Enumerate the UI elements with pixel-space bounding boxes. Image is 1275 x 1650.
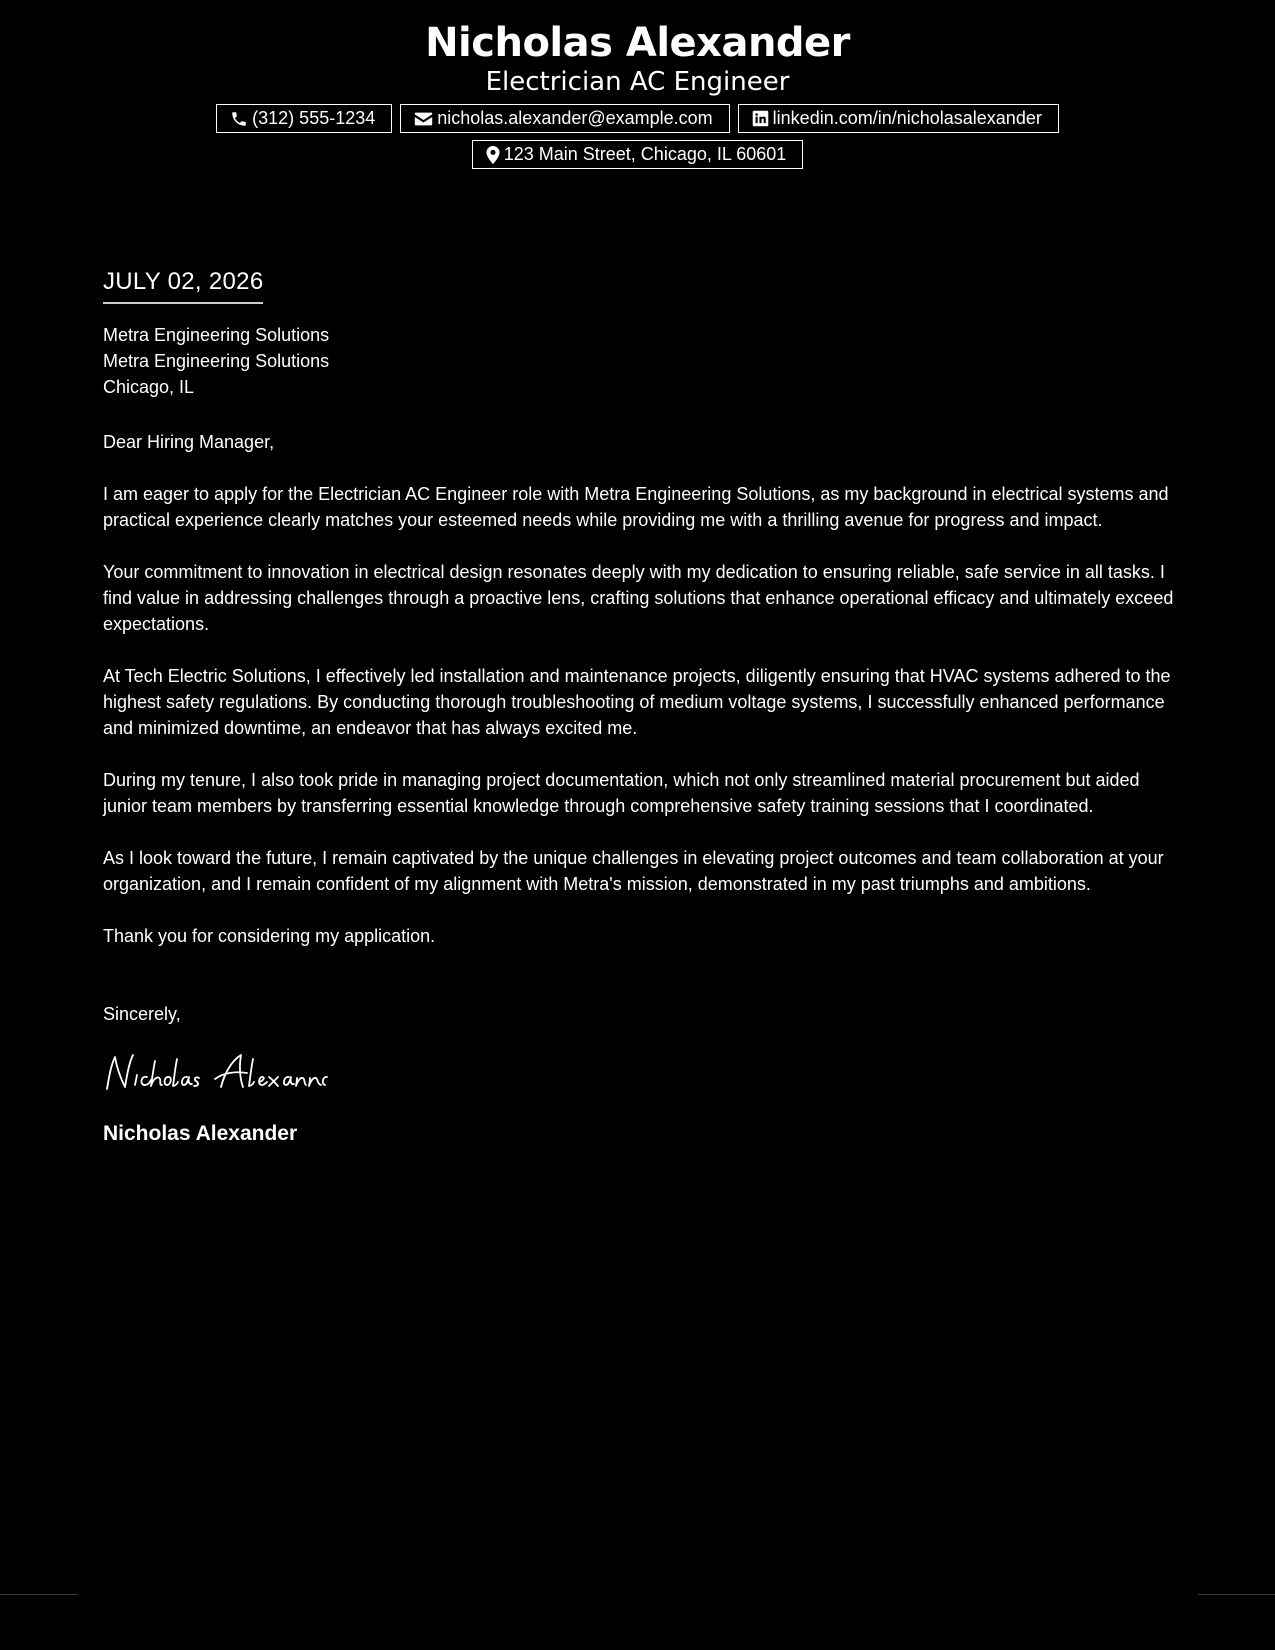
linkedin-icon [752, 110, 769, 127]
handwritten-signature [103, 1049, 373, 1097]
body-paragraph: Your commitment to innovation in electrical design resonates deeply with my dedication to ensuring reliable, safe service in all tasks. I find value in addressing challenges through a proactive lens, crafting solutions that enhance operational efficacy and ultimately exceed expectations. [103, 562, 1174, 634]
contact-email[interactable] [400, 104, 729, 133]
signer-name: Nicholas Alexander [103, 1122, 298, 1145]
contact-email-text: nicholas.alexander@example.com [437, 108, 713, 128]
body-paragraph: As I look toward the future, I remain captivated by the unique challenges in elevating project outcomes and team collaboration at your organization, and I remain confident of my alignment with Metra's mission, demonstrated in my past triumphs and ambitions. [103, 848, 1164, 894]
contact-linkedin-text: linkedin.com/in/nicholasalexander [772, 108, 1042, 128]
contact-address[interactable] [472, 140, 804, 169]
footer-divider [1198, 1594, 1275, 1595]
recipient-company: Metra Engineering Solutions [103, 351, 330, 371]
closing: Sincerely, [103, 1004, 181, 1024]
contact-phone-text: (312) 555-1234 [252, 108, 376, 128]
applicant-title: Electrician AC Engineer [485, 67, 790, 97]
phone-icon [230, 110, 248, 128]
contact-phone[interactable] [216, 104, 392, 133]
salutation: Dear Hiring Manager, [103, 432, 275, 452]
body-paragraph: I am eager to apply for the Electrician AC Engineer role with Metra Engineering Solutions, as my background in electrical systems and practical experience clearly matches your esteemed needs while providing me with a thrilling avenue for progress and impact. [103, 484, 1169, 530]
closing-thanks: Thank you for considering my application. [103, 926, 436, 946]
body-paragraph: At Tech Electric Solutions, I effectively led installation and maintenance projects, diligently ensuring that HVAC systems adhered to the highest safety regulations. By conducting thorough troubleshooting of medium voltage systems, I successfully enhanced performance and minimized downtime, an endeavor that has always excited me. [103, 666, 1171, 738]
map-pin-icon [486, 146, 500, 164]
recipient-block [103, 322, 1178, 400]
letter-date: JULY 02, 2026 [103, 265, 263, 304]
contact-row [0, 104, 1275, 133]
footer-divider [0, 1594, 77, 1595]
recipient-location: Chicago, IL [103, 377, 195, 397]
contact-row [0, 140, 1275, 169]
contact-linkedin[interactable] [738, 104, 1059, 133]
contact-address-text: 123 Main Street, Chicago, IL 60601 [503, 144, 787, 164]
envelope-icon [414, 111, 433, 127]
letter-body [103, 265, 1178, 1147]
applicant-name: Nicholas Alexander [425, 20, 850, 66]
recipient-company: Metra Engineering Solutions [103, 325, 330, 345]
body-paragraph: During my tenure, I also took pride in managing project documentation, which not only streamlined material procurement but aided junior team members by transferring essential knowledge through comprehensive safety training sessions that I coordinated. [103, 770, 1140, 816]
letter-header [0, 18, 1275, 169]
